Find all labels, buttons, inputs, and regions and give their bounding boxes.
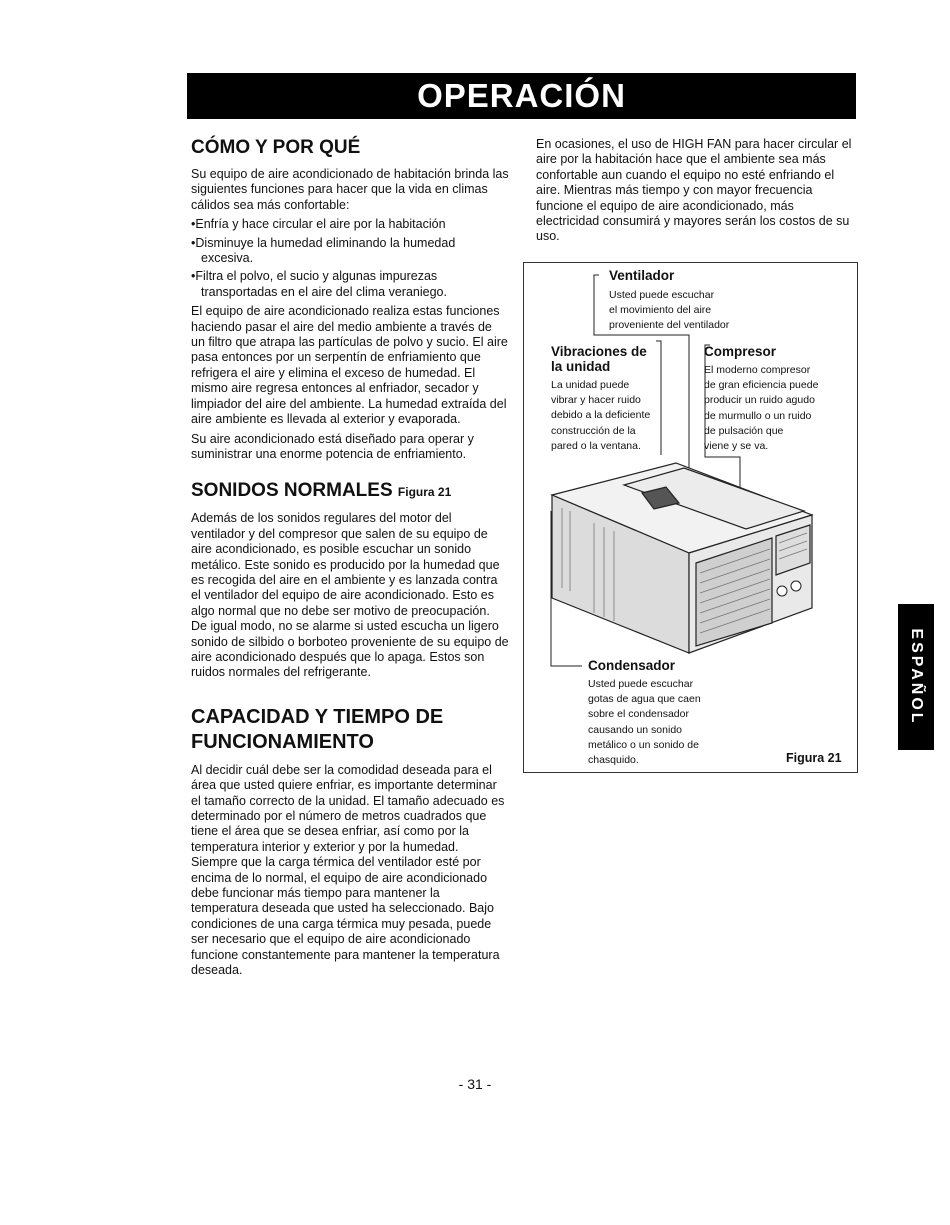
section2-title-text: SONIDOS NORMALES: [191, 480, 393, 502]
desc-condensador: [588, 677, 701, 768]
desc-line: construcción de la: [551, 424, 636, 437]
bullet-item: • Filtra el polvo, el sucio y algunas impurezas transportadas en el aire del clima veraniego.: [191, 269, 509, 300]
desc-line: Usted puede escuchar: [609, 289, 715, 301]
label-line: Vibraciones de: [551, 344, 647, 359]
desc-line: El moderno compresor: [704, 364, 811, 376]
label-ventilador: Ventilador: [609, 268, 675, 283]
label-compresor: Compresor: [704, 344, 777, 359]
desc-line: debido a la deficiente: [551, 409, 651, 422]
desc-line: de pulsación que: [704, 424, 784, 437]
figure-21: [523, 262, 858, 773]
label-vibraciones: [551, 344, 647, 374]
desc-line: de gran eficiencia puede: [704, 379, 819, 392]
right-paragraph: En ocasiones, el uso de HIGH FAN para hacer circular el aire por la habitación hace que el ambiente sea más confortable aun cuando el equipo no esté enfriando el aire. Mientras más tiempo y con mayor frecuencia funcione el equipo de aire acondicionado, más electricidad consumirá y mayores serán los costos de su uso.: [536, 137, 852, 244]
section3-paragraph-2: Siempre que la carga térmica del ventilador esté por encima de lo normal, el equipo de aire acondicionado debe funcionar más tiempo para mantener la temperatura deseada que usted ha seleccionado. Bajo condiciones de una carga térmica muy pesada, puede ser necesario que el equipo de aire acondicionado funcione constantemente para mantener la temperatura deseada.: [191, 855, 500, 978]
desc-line: Usted puede escuchar: [588, 678, 694, 690]
side-tab-label: ESPAÑOL: [908, 628, 925, 726]
desc-line: gotas de agua que caen: [588, 693, 701, 706]
desc-ventilador: [609, 288, 729, 334]
section1-bullets: [191, 217, 509, 300]
desc-line: producir un ruido agudo: [704, 394, 815, 407]
desc-line: sobre el condensador: [588, 708, 689, 721]
section3-paragraph-1: Al decidir cuál debe ser la comodidad deseada para el área que usted quiere enfriar, es importante determinar el tamaño correcto de la unidad. El tamaño adecuado es determinado por el número de metros cuadrados que tiene el área que se desea enfriar, así como por la temperatura interior y exterior y por la humedad.: [191, 762, 505, 854]
desc-line: viene y se va.: [704, 440, 769, 453]
bullet-item: • Disminuye la humedad eliminando la humedad excesiva.: [191, 236, 509, 267]
section2-paragraph: Además de los sonidos regulares del motor del ventilador y del compresor que salen de su equipo de aire acondicionado, es posible escuchar un sonido metálico. Este sonido es producido por la humedad que es recogida del aire en el ambiente y es lanzada contra el ventilador del equipo de aire acondicionado. Esto es algo normal que no debe ser motivo de preocupación. De igual modo, no se alarme si usted escucha un ligero sonido de silbido o borboteo proveniente de su equipo de aire acondicionado después que lo apaga. Estos son ruidos normales del refrigerante.: [191, 511, 509, 680]
desc-line: causando un sonido: [588, 723, 682, 736]
language-side-tab: [898, 604, 934, 750]
section-title-sonidos: [191, 480, 509, 503]
section1-paragraph-2: El equipo de aire acondicionado realiza estas funciones haciendo pasar el aire del medio ambiente a través de un filtro que atrapa las partículas de polvo y sucio. El aire pasa entonces por un serpentín de enfriamiento que refrigera el aire y elimina el exceso de humedad. El mismo aire regresa entonces al enfriador, secador y limpiador del aire del ambiente. La humedad extraída del aire ambiente es llevada al exterior y evaporada.: [191, 304, 508, 427]
desc-line: de murmullo o un ruido: [704, 409, 812, 422]
section-title-como: CÓMO Y POR QUÉ: [191, 137, 361, 158]
section2-figure-ref: Figura 21: [397, 485, 452, 500]
section-title-capacidad: CAPACIDAD Y TIEMPO DE FUNCIONAMIENTO: [191, 705, 444, 753]
desc-vibraciones: [551, 378, 650, 454]
desc-line: chasquido.: [588, 754, 639, 767]
section1-paragraph-3: Su aire acondicionado está diseñado para operar y suministrar una enorme potencia de enfriamiento.: [191, 431, 474, 461]
bullet-item: • Enfría y hace circular el aire por la habitación: [191, 217, 509, 232]
desc-line: proveniente del ventilador: [609, 319, 730, 332]
label-condensador: Condensador: [588, 658, 676, 673]
desc-line: vibrar y hacer ruido: [551, 394, 641, 407]
label-line: la unidad: [551, 359, 611, 374]
section1-intro: Su equipo de aire acondicionado de habitación brinda las siguientes funciones para hacer que la vida en climas cálidos sea más confortable:: [191, 167, 509, 212]
left-column: [191, 137, 509, 982]
page-title-banner: [187, 73, 856, 119]
page-title: OPERACIÓN: [417, 77, 626, 114]
desc-line: el movimiento del aire: [609, 304, 712, 317]
right-column: [536, 137, 854, 249]
figure-caption: Figura 21: [786, 751, 842, 765]
desc-compresor: [704, 363, 818, 454]
desc-line: La unidad puede: [551, 379, 630, 391]
desc-line: pared o la ventana.: [551, 439, 641, 452]
desc-line: metálico o un sonido de: [588, 738, 699, 751]
page-number: - 31 -: [458, 1076, 492, 1092]
